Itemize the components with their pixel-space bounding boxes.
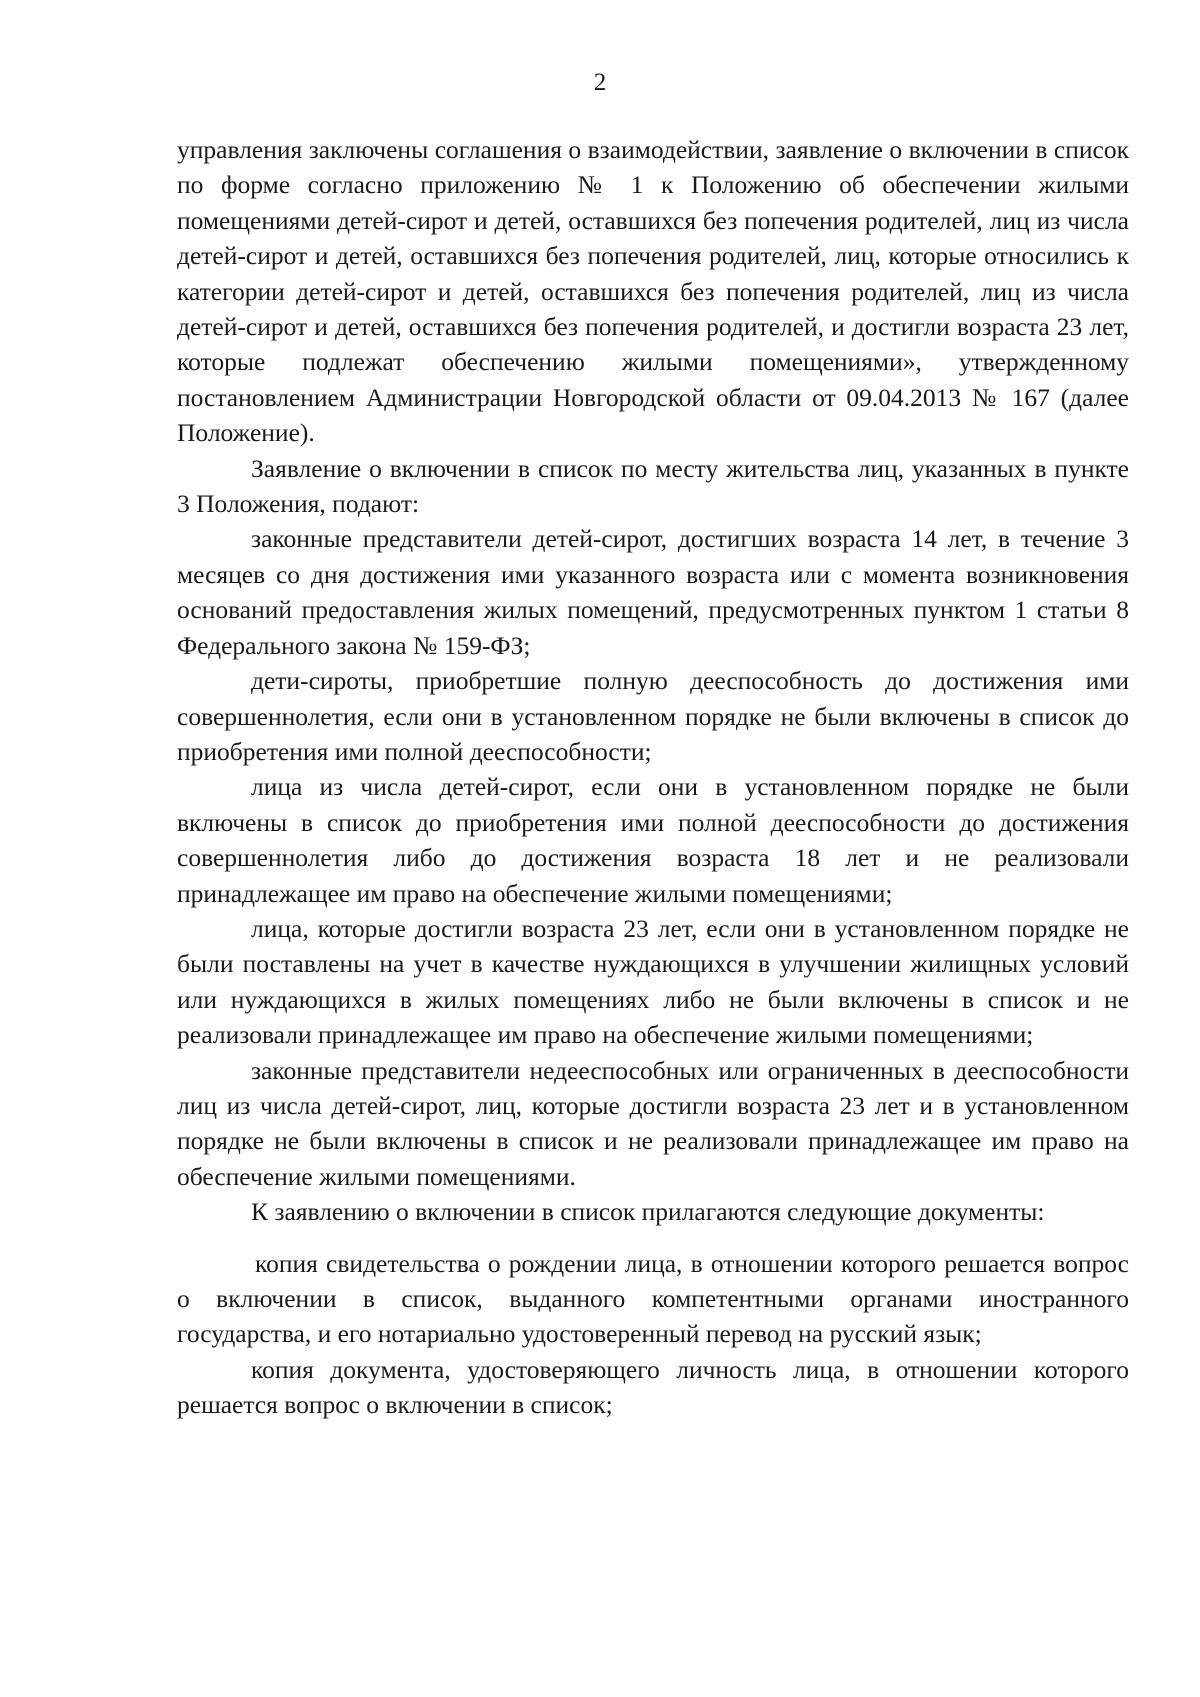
paragraph-attached-documents: К заявлению о включении в список прилагаются следующие документы: [251, 1197, 1045, 1227]
page-number: 2 [593, 69, 607, 96]
paragraph-representatives-incapable: законные представители недееспособных или ограниченных в дееспособности лиц из числа детей-сирот, лиц, которые достигли возраста 23 лет и в установленном порядке не были включены в список и не реализовали принадлежащее им право на обеспечение жилыми помещениями. [177, 1055, 1129, 1191]
document-body [177, 132, 1129, 1423]
paragraph-birth-certificate-copy: копия свидетельства о рождении лица, в отношении которого решается вопрос о включении в список, выданного компетентными органами иностранного государства, и его нотариально удостоверенный перевод на русский язык; [177, 1248, 1129, 1349]
paragraph-application-submitters: Заявление о включении в список по месту жительства лиц, указанных в пункте 3 Положения, подают: [177, 453, 1129, 519]
paragraph-identity-document-copy: копия документа, удостоверяющего личность лица, в отношении которого решается вопрос о включении в список; [177, 1354, 1129, 1420]
paragraph-orphans-full-capacity: дети-сироты, приобретшие полную дееспособность до достижения ими совершеннолетия, если они в установленном порядке не были включены в список до приобретения ими полной дееспособности; [177, 666, 1129, 766]
paragraph-persons-age-23: лица, которые достигли возраста 23 лет, если они в установленном порядке не были поставлены на учет в качестве нуждающихся в улучшении жилищных условий или нуждающихся в жилых помещениях либо не были включены в список и не реализовали принадлежащее им право на обеспечение жилыми помещениями; [177, 913, 1129, 1050]
paragraph-continuation: управления заключены соглашения о взаимодействии, заявление о включении в список по форме согласно приложению № 1 к Положению об обеспечении жилыми помещениями детей-сирот и детей, оставшихся без попечения родителей, лиц из числа детей-сирот и детей, оставшихся без попечения родителей, лиц, которые относились к категории детей-сирот и детей, оставшихся без попечения родителей, лиц из числа детей-сирот и детей, оставшихся без попечения родителей, и достигли возраста 23 лет, которые подлежат обеспечению жилыми помещениями», утвержденному постановлением Администрации Новгородской области от 09.04.2013 № 167 (далее Положение). [177, 135, 1129, 448]
paragraph-persons-from-orphans: лица из числа детей-сирот, если они в установленном порядке не были включены в список до приобретения ими полной дееспособности до достижения совершеннолетия либо до достижения возраста 18 лет и не реализовали принадлежащее им право на обеспечение жилыми помещениями; [177, 772, 1129, 908]
paragraph-legal-representatives-14: законные представители детей-сирот, достигших возраста 14 лет, в течение 3 месяцев со дня достижения ими указанного возраста или с момента возникновения оснований предоставления жилых помещений, предусмотренных пунктом 1 статьи 8 Федерального закона № 159-ФЗ; [177, 524, 1129, 660]
